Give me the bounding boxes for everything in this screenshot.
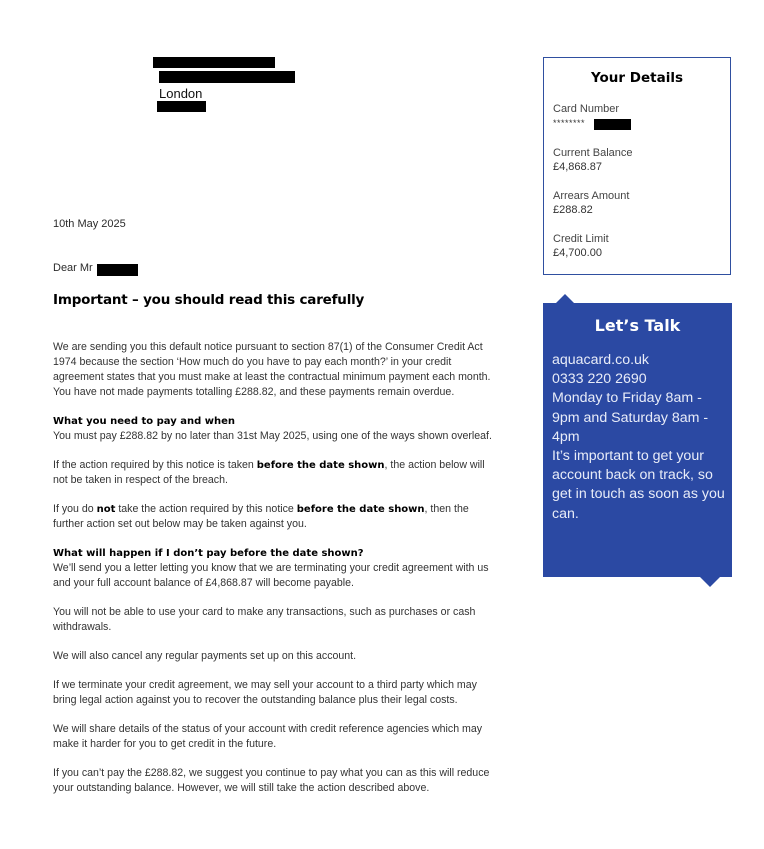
contact-info [552,351,728,524]
current-balance-value: £4,868.87 [553,161,602,173]
redacted-card-digits [594,119,631,130]
credit-limit-value: £4,700.00 [553,247,602,259]
redacted-address-line [159,71,295,83]
taken-bold: before the date shown [256,460,385,471]
get-in-touch-message: It’s important to get your account back on track, so get in touch as soon as you can. [552,448,725,522]
cancel-paragraph: We will also cancel any regular payments set up on this account. [53,650,357,662]
address-city: London [159,86,203,101]
current-balance-field [553,146,633,174]
credit-limit-label: Credit Limit [553,233,609,245]
share-paragraph: We will share details of the status of your account with credit reference agencies which may make it harder for you to get credit in the future. [53,723,483,750]
arrears-amount-value: £288.82 [553,204,593,216]
website-link: aquacard.co.uk [552,352,650,368]
phone-number: 0333 220 2690 [552,371,647,388]
letter-body [53,340,493,810]
pay-heading: What you need to pay and when [53,416,235,427]
card-number-label: Card Number [553,103,620,115]
action-not-taken-paragraph [53,502,493,532]
letter-headline: Important – you should read this carefully [53,292,365,308]
nottaken-not: not [96,504,116,515]
lets-talk-panel [543,303,732,577]
taken-pre: If the action required by this notice is taken [53,459,257,471]
action-taken-paragraph [53,458,493,488]
lets-talk-title: Let’s Talk [594,316,681,335]
redacted-surname [97,264,138,276]
card-paragraph: You will not be able to use your card to make any transactions, such as purchases or cash withdrawals. [53,606,476,633]
intro-paragraph: We are sending you this default notice pursuant to section 87(1) of the Consumer Credit Act 1974 because the section ‘How much do you have to pay each month?’ in your credit agreement states that you must make at least the contractual minimum payment each month. You have not made payments totalling £288.82, and these payments remain overdue. [53,341,491,398]
card-number-value: ******** [553,118,586,128]
taken-post: , the action below will not be taken in respect of the breach. [53,459,485,486]
arrears-amount-label: Arrears Amount [553,190,630,202]
salutation [53,262,93,274]
pay-section [53,414,493,444]
happen-heading: What will happen if I don’t pay before the date shown? [53,548,364,559]
opening-hours: Monday to Friday 8am - 9pm and Saturday 8am - 4pm [552,390,709,445]
current-balance-label: Current Balance [553,147,633,159]
letter-date: 10th May 2025 [53,218,126,230]
pay-text: You must pay £288.82 by no later than 31st May 2025, using one of the ways shown overleaf. [53,430,492,442]
cant-pay-paragraph: If you can’t pay the £288.82, we suggest you continue to pay what you can as this will reduce your outstanding balance. However, we will still take the action described above. [53,767,490,794]
nottaken-mid: take the action required by this notice [115,503,297,515]
nottaken-bold: before the date shown [296,504,425,515]
nottaken-post: , then the further action set out below may be taken against you. [53,503,469,530]
credit-limit-field [553,232,609,260]
happen-section [53,546,493,591]
salutation-text: Dear Mr [53,262,93,274]
redacted-postcode [157,101,206,112]
your-details-panel [543,57,731,275]
details-title: Your Details [591,70,683,86]
arrears-amount-field [553,189,629,217]
sell-paragraph: If we terminate your credit agreement, we may sell your account to a third party which may bring legal action against you to recover the outstanding balance plus their legal costs. [53,679,477,706]
nottaken-pre: If you do [53,503,97,515]
redacted-name [153,57,275,68]
happen-text: We’ll send you a letter letting you know that we are terminating your credit agreement with us and your full account balance of £4,868.87 will become payable. [53,562,489,589]
